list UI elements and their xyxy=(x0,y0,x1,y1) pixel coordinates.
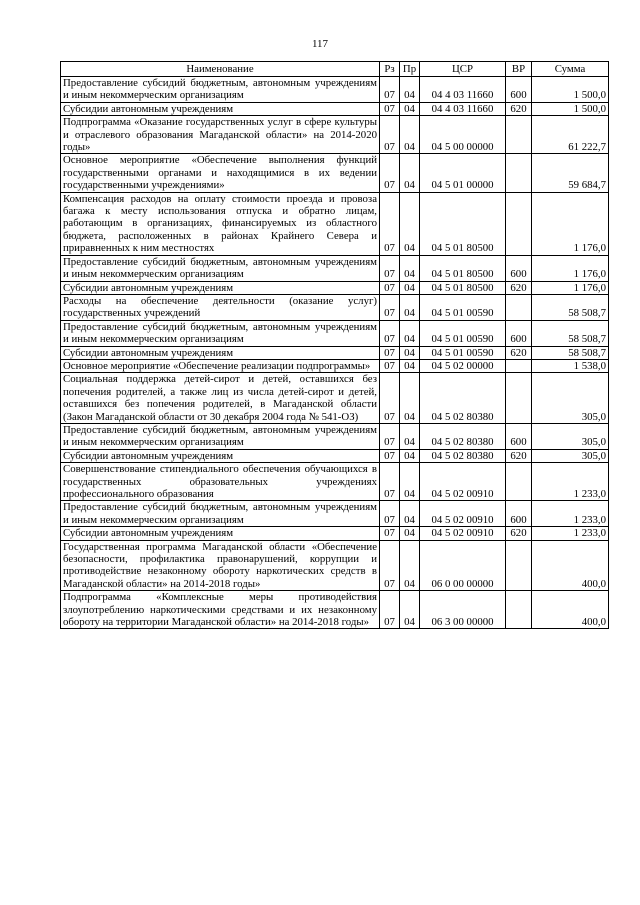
cell-rz: 07 xyxy=(380,320,400,346)
cell-rz: 07 xyxy=(380,346,400,359)
cell-pr: 04 xyxy=(400,540,420,591)
cell-name: Компенсация расходов на оплату стоимости проезда и провоза багажа к месту использования отпуска и обратно лицам, работающим в организациях, финансируемых из областного бюджета, расположенных в районах Крайнего Севера и приравненных к ним местностях xyxy=(61,192,380,255)
cell-rz: 07 xyxy=(380,449,400,462)
table-row xyxy=(61,527,609,540)
cell-pr: 04 xyxy=(400,373,420,424)
table-row xyxy=(61,320,609,346)
cell-rz: 07 xyxy=(380,154,400,192)
table-row xyxy=(61,192,609,255)
cell-vr: 620 xyxy=(506,281,532,294)
cell-pr: 04 xyxy=(400,463,420,501)
cell-name: Субсидии автономным учреждениям xyxy=(61,102,380,115)
cell-name: Предоставление субсидий бюджетным, автономным учреждениям и иным некоммерческим организациям xyxy=(61,77,380,103)
cell-csr: 04 5 02 80380 xyxy=(420,373,506,424)
cell-rz: 07 xyxy=(380,540,400,591)
cell-name: Расходы на обеспечение деятельности (оказание услуг) государственных учреждений xyxy=(61,294,380,320)
cell-vr: 620 xyxy=(506,449,532,462)
cell-csr: 04 5 02 00000 xyxy=(420,359,506,372)
header-csr: ЦСР xyxy=(420,62,506,77)
cell-name: Субсидии автономным учреждениям xyxy=(61,281,380,294)
cell-pr: 04 xyxy=(400,359,420,372)
cell-name: Субсидии автономным учреждениям xyxy=(61,346,380,359)
table-row xyxy=(61,423,609,449)
cell-pr: 04 xyxy=(400,320,420,346)
cell-csr: 06 3 00 00000 xyxy=(420,591,506,629)
cell-csr: 04 4 03 11660 xyxy=(420,77,506,103)
cell-name: Предоставление субсидий бюджетным, автономным учреждениям и иным некоммерческим организациям xyxy=(61,501,380,527)
cell-name: Предоставление субсидий бюджетным, автономным учреждениям и иным некоммерческим организациям xyxy=(61,255,380,281)
cell-sum: 1 176,0 xyxy=(532,281,609,294)
cell-name: Основное мероприятие «Обеспечение реализации подпрограммы» xyxy=(61,359,380,372)
cell-sum: 58 508,7 xyxy=(532,294,609,320)
cell-sum: 400,0 xyxy=(532,591,609,629)
cell-sum: 59 684,7 xyxy=(532,154,609,192)
cell-rz: 07 xyxy=(380,373,400,424)
header-vr: ВР xyxy=(506,62,532,77)
cell-rz: 07 xyxy=(380,255,400,281)
cell-csr: 04 5 02 80380 xyxy=(420,423,506,449)
cell-pr: 04 xyxy=(400,294,420,320)
cell-vr: 600 xyxy=(506,501,532,527)
cell-vr xyxy=(506,192,532,255)
cell-name: Подпрограмма «Оказание государственных услуг в сфере культуры и отраслевого образования Магаданской области» на 2014-2020 годы» xyxy=(61,116,380,154)
cell-pr: 04 xyxy=(400,255,420,281)
cell-rz: 07 xyxy=(380,463,400,501)
cell-pr: 04 xyxy=(400,281,420,294)
cell-csr: 06 0 00 00000 xyxy=(420,540,506,591)
cell-csr: 04 5 02 00910 xyxy=(420,463,506,501)
cell-csr: 04 5 01 80500 xyxy=(420,192,506,255)
cell-sum: 305,0 xyxy=(532,373,609,424)
cell-rz: 07 xyxy=(380,77,400,103)
cell-vr: 600 xyxy=(506,77,532,103)
cell-vr xyxy=(506,540,532,591)
cell-sum: 1 538,0 xyxy=(532,359,609,372)
cell-vr: 600 xyxy=(506,423,532,449)
page-number: 117 xyxy=(311,38,329,50)
table-row xyxy=(61,449,609,462)
cell-name: Совершенствование стипендиального обеспечения обучающихся в государственных образовательных учреждениях профессионального образования xyxy=(61,463,380,501)
cell-rz: 07 xyxy=(380,527,400,540)
cell-sum: 58 508,7 xyxy=(532,346,609,359)
cell-sum: 1 233,0 xyxy=(532,463,609,501)
cell-pr: 04 xyxy=(400,116,420,154)
cell-pr: 04 xyxy=(400,77,420,103)
cell-pr: 04 xyxy=(400,102,420,115)
cell-csr: 04 5 01 00590 xyxy=(420,346,506,359)
cell-vr xyxy=(506,294,532,320)
cell-sum: 400,0 xyxy=(532,540,609,591)
table-row xyxy=(61,154,609,192)
cell-pr: 04 xyxy=(400,154,420,192)
cell-vr: 620 xyxy=(506,346,532,359)
budget-table xyxy=(60,61,609,629)
table-row xyxy=(61,501,609,527)
cell-pr: 04 xyxy=(400,192,420,255)
cell-pr: 04 xyxy=(400,346,420,359)
table-row xyxy=(61,359,609,372)
table-row xyxy=(61,591,609,629)
cell-csr: 04 5 01 80500 xyxy=(420,281,506,294)
cell-pr: 04 xyxy=(400,527,420,540)
cell-name: Государственная программа Магаданской области «Обеспечение безопасности, профилактика правонарушений, коррупции и противодействие незаконному обороту наркотических средств в Магаданской области» на 2014-2018 годы» xyxy=(61,540,380,591)
cell-vr xyxy=(506,373,532,424)
cell-rz: 07 xyxy=(380,102,400,115)
cell-rz: 07 xyxy=(380,192,400,255)
table-row xyxy=(61,77,609,103)
header-name: Наименование xyxy=(61,62,380,77)
cell-name: Субсидии автономным учреждениям xyxy=(61,527,380,540)
table-row xyxy=(61,102,609,115)
cell-csr: 04 5 02 00910 xyxy=(420,501,506,527)
cell-sum: 305,0 xyxy=(532,449,609,462)
cell-name: Социальная поддержка детей-сирот и детей, оставшихся без попечения родителей, а также лиц из числа детей-сирот и детей, оставшихся без попечения родителей, в Магаданской области (Закон Магаданской области от 30 декабря 2004 года № 541-ОЗ) xyxy=(61,373,380,424)
cell-vr xyxy=(506,359,532,372)
cell-sum: 1 500,0 xyxy=(532,77,609,103)
cell-name: Субсидии автономным учреждениям xyxy=(61,449,380,462)
cell-pr: 04 xyxy=(400,501,420,527)
cell-vr xyxy=(506,591,532,629)
cell-vr: 620 xyxy=(506,102,532,115)
table-row xyxy=(61,255,609,281)
table-body xyxy=(61,77,609,629)
cell-csr: 04 5 01 00590 xyxy=(420,294,506,320)
cell-pr: 04 xyxy=(400,591,420,629)
cell-csr: 04 5 02 00910 xyxy=(420,527,506,540)
cell-csr: 04 5 02 80380 xyxy=(420,449,506,462)
cell-csr: 04 4 03 11660 xyxy=(420,102,506,115)
table-row xyxy=(61,373,609,424)
header-pr: Пр xyxy=(400,62,420,77)
cell-rz: 07 xyxy=(380,281,400,294)
cell-vr: 600 xyxy=(506,320,532,346)
cell-pr: 04 xyxy=(400,423,420,449)
table-row xyxy=(61,281,609,294)
table-row xyxy=(61,463,609,501)
cell-rz: 07 xyxy=(380,501,400,527)
cell-pr: 04 xyxy=(400,449,420,462)
cell-rz: 07 xyxy=(380,591,400,629)
cell-sum: 61 222,7 xyxy=(532,116,609,154)
cell-vr xyxy=(506,463,532,501)
cell-sum: 1 500,0 xyxy=(532,102,609,115)
cell-name: Основное мероприятие «Обеспечение выполнения функций государственными органами и находящимися в их ведении государственными учреждениями» xyxy=(61,154,380,192)
cell-sum: 1 176,0 xyxy=(532,192,609,255)
cell-vr xyxy=(506,116,532,154)
cell-sum: 305,0 xyxy=(532,423,609,449)
cell-sum: 1 176,0 xyxy=(532,255,609,281)
table-row xyxy=(61,116,609,154)
header-rz: Рз xyxy=(380,62,400,77)
cell-vr xyxy=(506,154,532,192)
cell-rz: 07 xyxy=(380,359,400,372)
cell-vr: 600 xyxy=(506,255,532,281)
cell-csr: 04 5 00 00000 xyxy=(420,116,506,154)
cell-rz: 07 xyxy=(380,294,400,320)
cell-sum: 1 233,0 xyxy=(532,501,609,527)
cell-name: Подпрограмма «Комплексные меры противодействия злоупотреблению наркотическими средствами и их незаконному обороту на территории Магаданской области» на 2014-2018 годы» xyxy=(61,591,380,629)
cell-sum: 58 508,7 xyxy=(532,320,609,346)
cell-name: Предоставление субсидий бюджетным, автономным учреждениям и иным некоммерческим организациям xyxy=(61,423,380,449)
table-row xyxy=(61,540,609,591)
table-header-row xyxy=(61,62,609,77)
header-sum: Сумма xyxy=(532,62,609,77)
cell-vr: 620 xyxy=(506,527,532,540)
cell-sum: 1 233,0 xyxy=(532,527,609,540)
cell-rz: 07 xyxy=(380,116,400,154)
cell-csr: 04 5 01 80500 xyxy=(420,255,506,281)
cell-name: Предоставление субсидий бюджетным, автономным учреждениям и иным некоммерческим организациям xyxy=(61,320,380,346)
cell-rz: 07 xyxy=(380,423,400,449)
cell-csr: 04 5 01 00590 xyxy=(420,320,506,346)
cell-csr: 04 5 01 00000 xyxy=(420,154,506,192)
table-row xyxy=(61,346,609,359)
table-row xyxy=(61,294,609,320)
